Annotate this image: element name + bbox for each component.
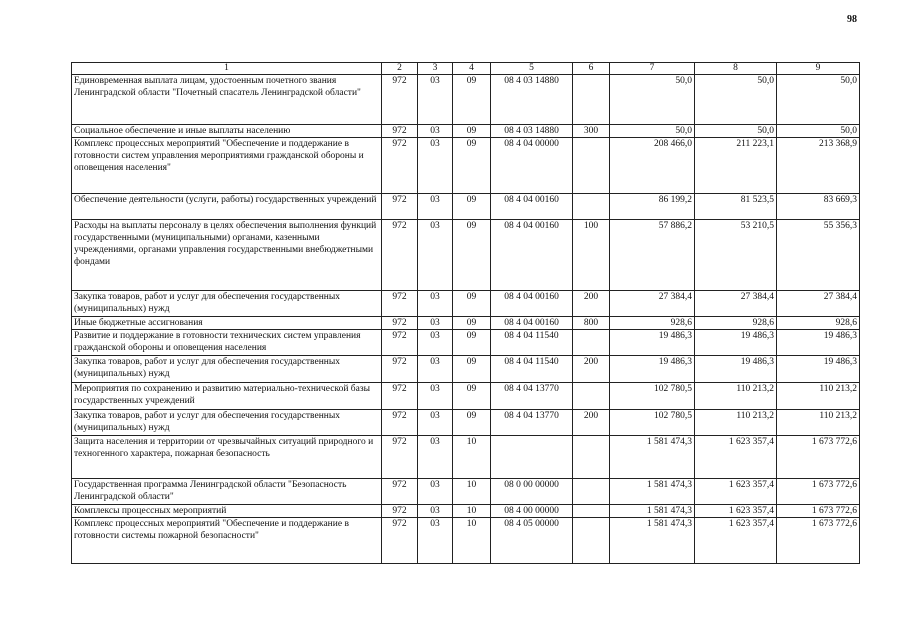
cell-csr: 08 4 04 00160 <box>491 291 573 317</box>
column-header: 5 <box>491 63 573 75</box>
cell-vr <box>573 383 610 410</box>
cell-v1: 1 581 474,3 <box>610 505 695 518</box>
cell-name: Мероприятия по сохранению и развитию материально-технической базы государственных учреждений <box>72 383 382 410</box>
table-row <box>72 383 860 410</box>
cell-v3: 50,0 <box>777 75 860 125</box>
cell-v1: 19 486,3 <box>610 356 695 383</box>
cell-name: Социальное обеспечение и иные выплаты населению <box>72 125 382 138</box>
cell-v1: 57 886,2 <box>610 220 695 291</box>
cell-name: Защита населения и территории от чрезвычайных ситуаций природного и техногенного характера, пожарная безопасность <box>72 436 382 479</box>
cell-rz: 03 <box>418 479 453 505</box>
cell-csr: 08 4 04 00160 <box>491 317 573 330</box>
cell-name: Закупка товаров, работ и услуг для обеспечения государственных (муниципальных) нужд <box>72 410 382 436</box>
column-header: 1 <box>72 63 382 75</box>
cell-vr: 200 <box>573 356 610 383</box>
column-header: 9 <box>777 63 860 75</box>
cell-rz: 03 <box>418 194 453 220</box>
cell-csr: 08 4 04 11540 <box>491 356 573 383</box>
cell-v1: 27 384,4 <box>610 291 695 317</box>
table-row <box>72 317 860 330</box>
cell-csr: 08 4 04 11540 <box>491 330 573 356</box>
cell-grbs: 972 <box>382 125 418 138</box>
cell-v3: 83 669,3 <box>777 194 860 220</box>
cell-rz: 03 <box>418 75 453 125</box>
cell-pr: 09 <box>453 138 491 194</box>
cell-v1: 1 581 474,3 <box>610 479 695 505</box>
cell-name: Комплекс процессных мероприятий "Обеспечение и поддержание в готовности систем управления мероприятиями гражданской обороны и оповещения населения" <box>72 138 382 194</box>
cell-v2: 27 384,4 <box>695 291 777 317</box>
cell-grbs: 972 <box>382 356 418 383</box>
cell-grbs: 972 <box>382 330 418 356</box>
cell-grbs: 972 <box>382 194 418 220</box>
cell-rz: 03 <box>418 291 453 317</box>
cell-vr <box>573 75 610 125</box>
cell-vr: 200 <box>573 410 610 436</box>
table-row <box>72 505 860 518</box>
cell-rz: 03 <box>418 138 453 194</box>
cell-v1: 86 199,2 <box>610 194 695 220</box>
cell-csr: 08 4 04 00000 <box>491 138 573 194</box>
cell-v2: 1 623 357,4 <box>695 436 777 479</box>
cell-pr: 09 <box>453 125 491 138</box>
cell-v1: 208 466,0 <box>610 138 695 194</box>
cell-v3: 27 384,4 <box>777 291 860 317</box>
cell-v1: 1 581 474,3 <box>610 436 695 479</box>
cell-rz: 03 <box>418 410 453 436</box>
cell-v3: 110 213,2 <box>777 410 860 436</box>
cell-pr: 09 <box>453 330 491 356</box>
cell-vr: 300 <box>573 125 610 138</box>
cell-v3: 1 673 772,6 <box>777 505 860 518</box>
cell-rz: 03 <box>418 505 453 518</box>
cell-v3: 213 368,9 <box>777 138 860 194</box>
table-row <box>72 138 860 194</box>
cell-pr: 09 <box>453 194 491 220</box>
cell-name: Иные бюджетные ассигнования <box>72 317 382 330</box>
cell-grbs: 972 <box>382 291 418 317</box>
column-header: 8 <box>695 63 777 75</box>
cell-grbs: 972 <box>382 505 418 518</box>
cell-csr: 08 4 04 13770 <box>491 410 573 436</box>
cell-name: Комплекс процессных мероприятий "Обеспечение и поддержание в готовности системы пожарной безопасности" <box>72 518 382 564</box>
cell-v2: 50,0 <box>695 75 777 125</box>
cell-v2: 19 486,3 <box>695 330 777 356</box>
cell-v3: 1 673 772,6 <box>777 436 860 479</box>
cell-vr <box>573 194 610 220</box>
column-header: 3 <box>418 63 453 75</box>
cell-v3: 19 486,3 <box>777 330 860 356</box>
cell-v1: 50,0 <box>610 75 695 125</box>
table-row <box>72 410 860 436</box>
cell-pr: 09 <box>453 410 491 436</box>
cell-v1: 928,6 <box>610 317 695 330</box>
cell-v1: 1 581 474,3 <box>610 518 695 564</box>
cell-name: Единовременная выплата лицам, удостоенным почетного звания Ленинградской области "Почетный спасатель Ленинградской области" <box>72 75 382 125</box>
cell-v2: 50,0 <box>695 125 777 138</box>
cell-rz: 03 <box>418 330 453 356</box>
cell-vr <box>573 479 610 505</box>
cell-v1: 102 780,5 <box>610 410 695 436</box>
cell-vr <box>573 138 610 194</box>
cell-grbs: 972 <box>382 383 418 410</box>
cell-rz: 03 <box>418 356 453 383</box>
table-row <box>72 291 860 317</box>
cell-v3: 928,6 <box>777 317 860 330</box>
cell-v2: 53 210,5 <box>695 220 777 291</box>
cell-v2: 1 623 357,4 <box>695 479 777 505</box>
column-header: 7 <box>610 63 695 75</box>
table-row <box>72 436 860 479</box>
table-row <box>72 125 860 138</box>
cell-vr: 800 <box>573 317 610 330</box>
cell-grbs: 972 <box>382 436 418 479</box>
cell-rz: 03 <box>418 125 453 138</box>
cell-vr <box>573 436 610 479</box>
cell-name: Развитие и поддержание в готовности технических систем управления гражданской обороны и оповещения населения <box>72 330 382 356</box>
cell-v1: 50,0 <box>610 125 695 138</box>
cell-grbs: 972 <box>382 75 418 125</box>
cell-rz: 03 <box>418 220 453 291</box>
cell-csr: 08 4 04 13770 <box>491 383 573 410</box>
cell-pr: 10 <box>453 505 491 518</box>
cell-grbs: 972 <box>382 138 418 194</box>
cell-v2: 110 213,2 <box>695 383 777 410</box>
cell-v3: 19 486,3 <box>777 356 860 383</box>
cell-v3: 50,0 <box>777 125 860 138</box>
cell-name: Обеспечение деятельности (услуги, работы) государственных учреждений <box>72 194 382 220</box>
cell-name: Расходы на выплаты персоналу в целях обеспечения выполнения функций государственными (муниципальными) органами, казенными учреждениями, органами управления государственными внебюджетными фондами <box>72 220 382 291</box>
table-row <box>72 220 860 291</box>
cell-grbs: 972 <box>382 317 418 330</box>
cell-grbs: 972 <box>382 220 418 291</box>
table-body <box>72 75 860 564</box>
cell-v3: 1 673 772,6 <box>777 479 860 505</box>
cell-name: Комплексы процессных мероприятий <box>72 505 382 518</box>
cell-pr: 09 <box>453 356 491 383</box>
table-row <box>72 75 860 125</box>
cell-v2: 211 223,1 <box>695 138 777 194</box>
cell-name: Закупка товаров, работ и услуг для обеспечения государственных (муниципальных) нужд <box>72 291 382 317</box>
cell-vr <box>573 518 610 564</box>
cell-csr: 08 4 04 00160 <box>491 194 573 220</box>
page-number: 98 <box>847 14 857 25</box>
column-header: 2 <box>382 63 418 75</box>
cell-v1: 19 486,3 <box>610 330 695 356</box>
cell-grbs: 972 <box>382 479 418 505</box>
cell-rz: 03 <box>418 518 453 564</box>
cell-pr: 09 <box>453 291 491 317</box>
cell-csr: 08 4 00 00000 <box>491 505 573 518</box>
cell-v2: 928,6 <box>695 317 777 330</box>
cell-v2: 1 623 357,4 <box>695 505 777 518</box>
cell-v1: 102 780,5 <box>610 383 695 410</box>
cell-vr <box>573 505 610 518</box>
cell-csr: 08 4 03 14880 <box>491 75 573 125</box>
cell-grbs: 972 <box>382 518 418 564</box>
cell-v2: 19 486,3 <box>695 356 777 383</box>
cell-v2: 81 523,5 <box>695 194 777 220</box>
cell-pr: 10 <box>453 436 491 479</box>
cell-vr: 100 <box>573 220 610 291</box>
cell-rz: 03 <box>418 383 453 410</box>
table-row <box>72 194 860 220</box>
budget-table <box>71 62 860 564</box>
table-row <box>72 479 860 505</box>
cell-name: Государственная программа Ленинградской области "Безопасность Ленинградской области" <box>72 479 382 505</box>
cell-pr: 09 <box>453 383 491 410</box>
column-header: 6 <box>573 63 610 75</box>
cell-csr <box>491 436 573 479</box>
cell-csr: 08 4 03 14880 <box>491 125 573 138</box>
cell-rz: 03 <box>418 317 453 330</box>
table-row <box>72 356 860 383</box>
cell-vr <box>573 330 610 356</box>
cell-pr: 09 <box>453 75 491 125</box>
cell-pr: 09 <box>453 220 491 291</box>
table-row <box>72 518 860 564</box>
column-number-row <box>72 63 860 75</box>
cell-v3: 1 673 772,6 <box>777 518 860 564</box>
column-header: 4 <box>453 63 491 75</box>
cell-csr: 08 4 04 00160 <box>491 220 573 291</box>
cell-vr: 200 <box>573 291 610 317</box>
cell-pr: 10 <box>453 518 491 564</box>
cell-csr: 08 0 00 00000 <box>491 479 573 505</box>
cell-grbs: 972 <box>382 410 418 436</box>
cell-rz: 03 <box>418 436 453 479</box>
cell-v3: 110 213,2 <box>777 383 860 410</box>
cell-v2: 1 623 357,4 <box>695 518 777 564</box>
cell-name: Закупка товаров, работ и услуг для обеспечения государственных (муниципальных) нужд <box>72 356 382 383</box>
cell-csr: 08 4 05 00000 <box>491 518 573 564</box>
cell-v3: 55 356,3 <box>777 220 860 291</box>
cell-v2: 110 213,2 <box>695 410 777 436</box>
cell-pr: 10 <box>453 479 491 505</box>
cell-pr: 09 <box>453 317 491 330</box>
table-row <box>72 330 860 356</box>
